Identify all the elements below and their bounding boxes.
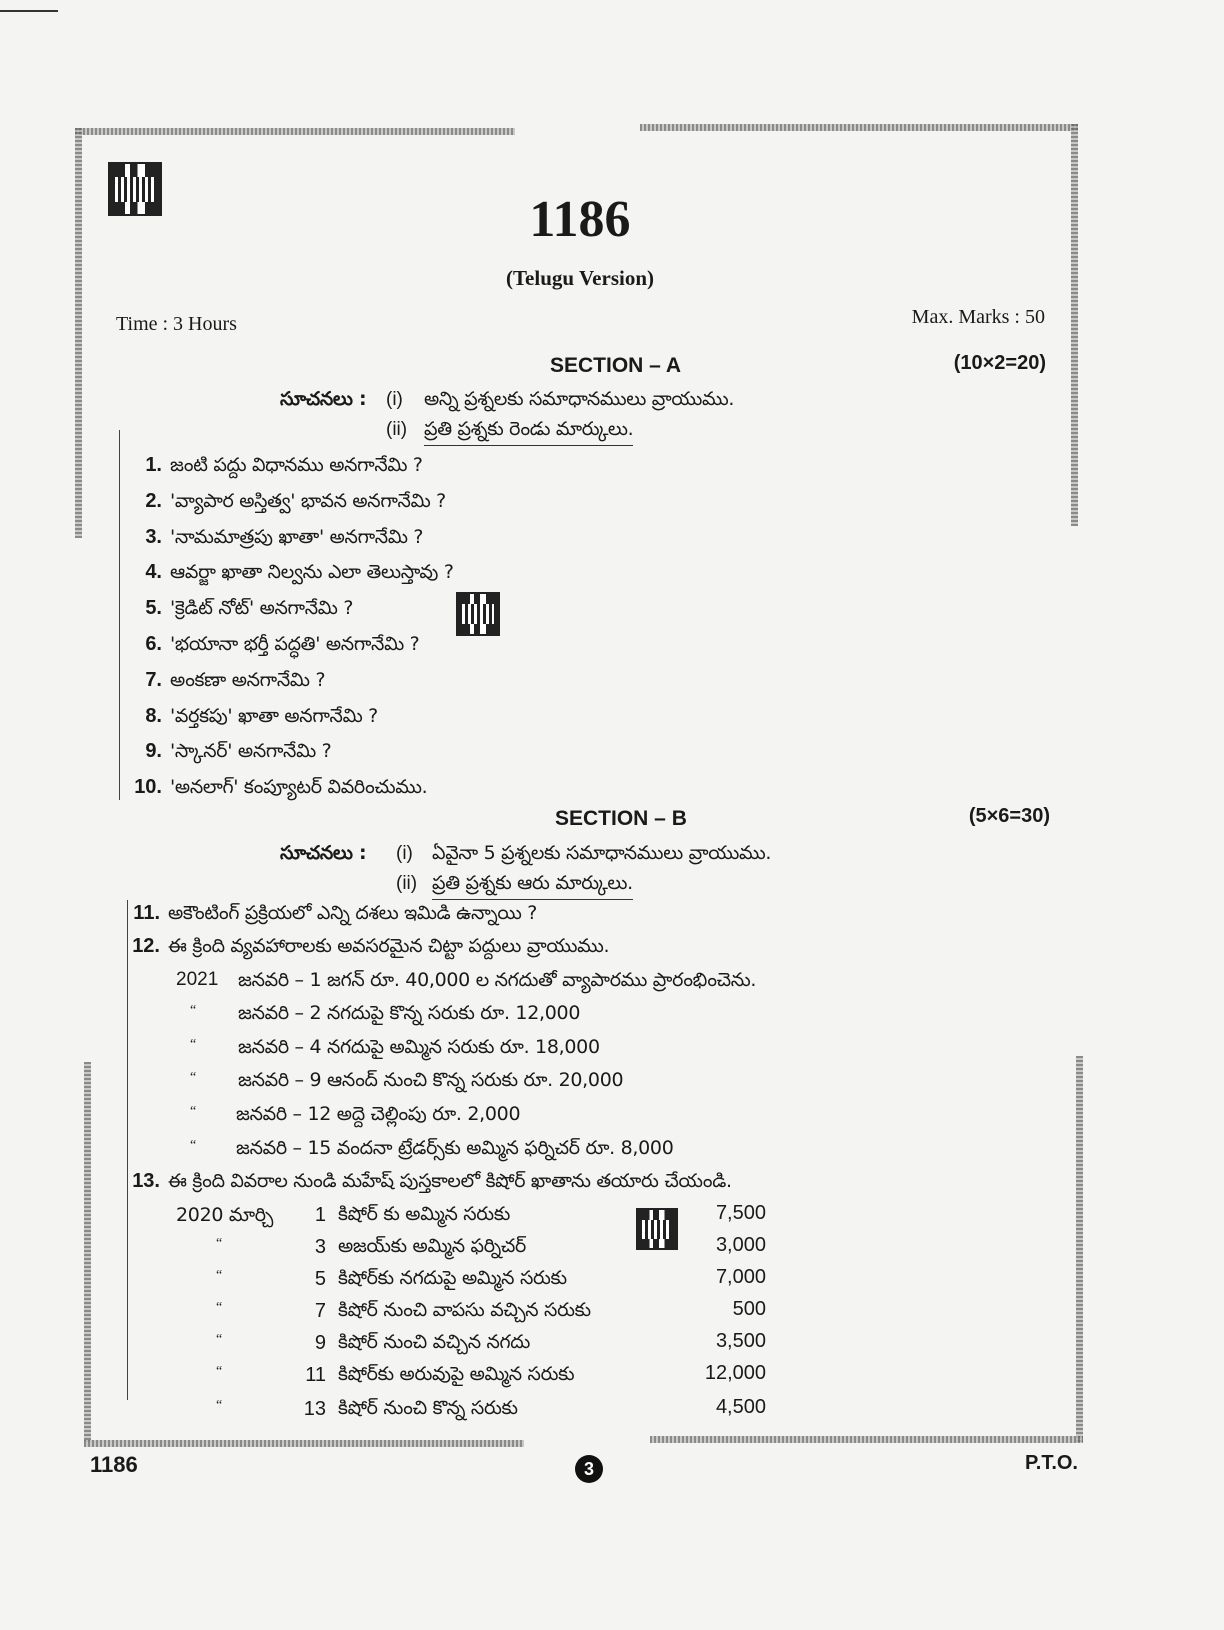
section-b-title: SECTION – B: [555, 807, 687, 830]
footer-paper-code: 1186: [90, 1452, 138, 1477]
question-item: 12. ఈ క్రింది వ్యవహారాలకు అవసరమైన చిట్టా పద్దులు వ్రాయుము.: [132, 935, 610, 957]
q12-year: 2021: [176, 969, 219, 990]
instruction-item: (i) ఏవైనా 5 ప్రశ్నలకు సమాధానములు వ్రాయుము.: [396, 842, 772, 864]
frame-right-lower: [1076, 1056, 1083, 1442]
corner-mark: [0, 10, 58, 12]
section-a-margin-line: [119, 430, 120, 800]
ditto-mark: “: [190, 1070, 197, 1085]
question-item: 8. 'వర్తకపు' ఖాతా అనగానేమి ?: [145, 704, 378, 727]
ditto-mark: “: [216, 1332, 223, 1347]
question-item: 13. ఈ క్రింది వివరాల నుండి మహేష్ పుస్తకాలలో కిషోర్ ఖాతాను తయారు చేయండి.: [132, 1170, 732, 1192]
question-item: 6. 'భయానా భర్తీ పద్ధతి' అనగానేమి ?: [145, 632, 420, 655]
ditto-mark: “: [190, 1104, 197, 1119]
ditto-mark: “: [216, 1398, 223, 1413]
q12-transaction-row: జనవరి – 9 ఆనంద్ నుంచి కొన్న సరుకు రూ. 20,000: [238, 1069, 624, 1091]
question-item: 11. అకౌంటింగ్ ప్రక్రియలో ఎన్ని దశలు ఇమిడి ఉన్నాయి ?: [133, 902, 538, 924]
section-b-margin-line: [127, 900, 128, 1400]
frame-bottom-left: [84, 1440, 524, 1447]
q13-day: 7: [314, 1300, 326, 1322]
q13-year: 2020 మార్చి: [176, 1204, 274, 1226]
ditto-mark: “: [190, 1003, 197, 1018]
q13-entry-text: అజయ్‌కు అమ్మిన ఫర్నిచర్: [338, 1235, 526, 1257]
q13-day: 5: [314, 1268, 326, 1290]
section-a-title: SECTION – A: [550, 354, 682, 377]
question-item: 1. జంటి పద్దు విధానము అనగానేమి ?: [145, 454, 423, 476]
ditto-mark: “: [216, 1300, 223, 1315]
q13-entry-text: కిషోర్ కు అమ్మిన సరుకు: [338, 1203, 511, 1225]
frame-left-lower: [84, 1062, 91, 1442]
section-b-marks: (5×6=30): [968, 805, 1050, 827]
ditto-mark: “: [216, 1268, 223, 1283]
q12-transaction-row: జనవరి – 15 వందనా ట్రేడర్స్‌కు అమ్మిన ఫర్నిచర్ రూ. 8,000: [236, 1137, 674, 1159]
q13-day: 3: [314, 1236, 326, 1258]
frame-top-left: [75, 128, 515, 135]
page-number-badge: 3: [575, 1455, 603, 1483]
question-item: 2. 'వ్యాపార అస్తిత్వ' భావన అనగానేమి ?: [145, 489, 446, 512]
time-label: Time : 3 Hours: [116, 313, 237, 335]
section-b-instructions-label: సూచనలు :: [280, 842, 367, 864]
q13-amount: 3,000: [715, 1234, 766, 1256]
q13-entry-text: కిషోర్ నుంచి కొన్న సరుకు: [338, 1397, 518, 1419]
q13-entry-text: కిషోర్ నుంచి వాపసు వచ్చిన సరుకు: [338, 1299, 591, 1321]
section-b-instructions: [396, 842, 771, 902]
paper-version: (Telugu Version): [505, 266, 654, 290]
instruction-item: (ii) ప్రతి ప్రశ్నకు రెండు మార్కులు.: [386, 418, 734, 448]
instruction-item: (ii) ప్రతి ప్రశ్నకు ఆరు మార్కులు.: [396, 872, 771, 902]
q12-transaction-row: జనవరి – 1 జగన్ రూ. 40,000 ల నగదుతో వ్యాపారము ప్రారంభించెను.: [238, 969, 757, 991]
question-item: 7. అంకణా అనగానేమి ?: [145, 668, 326, 691]
max-marks-label: Max. Marks : 50: [911, 306, 1045, 328]
question-item: 5. 'క్రెడిట్ నోట్' అనగానేమి ?: [145, 597, 354, 620]
q13-entry-text: కిషోర్‌కు నగదుపై అమ్మిన సరుకు: [338, 1267, 567, 1289]
ditto-mark: “: [190, 1138, 197, 1153]
question-item: 10. 'అనలాగ్' కంప్యూటర్ వివరించుము.: [134, 776, 428, 799]
q13-amount: 7,500: [715, 1202, 766, 1224]
q13-day: 9: [314, 1332, 326, 1354]
frame-bottom-right: [650, 1436, 1083, 1443]
section-a-marks: (10×2=20): [953, 352, 1046, 374]
section-a-question-list: [130, 454, 454, 812]
q13-day: 1: [314, 1204, 326, 1226]
question-item: 9. 'స్కానర్' అనగానేమి ?: [145, 740, 332, 763]
pto-label: P.T.O.: [1025, 1452, 1078, 1474]
ditto-mark: “: [190, 1037, 197, 1052]
q12-transaction-row: జనవరి – 2 నగదుపై కొన్న సరుకు రూ. 12,000: [238, 1002, 581, 1024]
qr-code-icon: [456, 592, 500, 636]
frame-top-right: [640, 124, 1078, 131]
paper-code-title: 1186: [529, 191, 631, 248]
q13-amount: 12,000: [704, 1362, 766, 1384]
q12-transaction-row: జనవరి – 4 నగదుపై అమ్మిన సరుకు రూ. 18,000: [238, 1036, 600, 1058]
q13-entry-text: కిషోర్‌కు అరువుపై అమ్మిన సరుకు: [338, 1363, 575, 1385]
q13-amount: 3,500: [715, 1330, 766, 1352]
q12-transaction-row: జనవరి – 12 అద్దె చెల్లింపు రూ. 2,000: [236, 1103, 521, 1125]
section-a-instructions: [386, 388, 734, 448]
q13-day: 13: [303, 1398, 326, 1420]
question-item: 3. 'నామమాత్రపు ఖాతా' అనగానేమి ?: [145, 525, 424, 548]
q13-amount: 4,500: [715, 1396, 766, 1418]
question-item: 4. ఆవర్జా ఖాతా నిల్వను ఎలా తెలుస్తావు ?: [145, 561, 454, 584]
q13-day: 11: [305, 1364, 326, 1386]
instruction-item: (i) అన్ని ప్రశ్నలకు సమాధానములు వ్రాయుము.: [386, 388, 735, 410]
frame-right-upper: [1071, 124, 1078, 526]
ditto-mark: “: [216, 1364, 223, 1379]
section-a-instructions-label: సూచనలు :: [280, 388, 367, 410]
ditto-mark: “: [216, 1236, 223, 1251]
q13-amount: 500: [732, 1298, 766, 1320]
q13-entry-text: కిషోర్ నుంచి వచ్చిన నగదు: [338, 1331, 530, 1353]
q13-amount: 7,000: [715, 1266, 766, 1288]
